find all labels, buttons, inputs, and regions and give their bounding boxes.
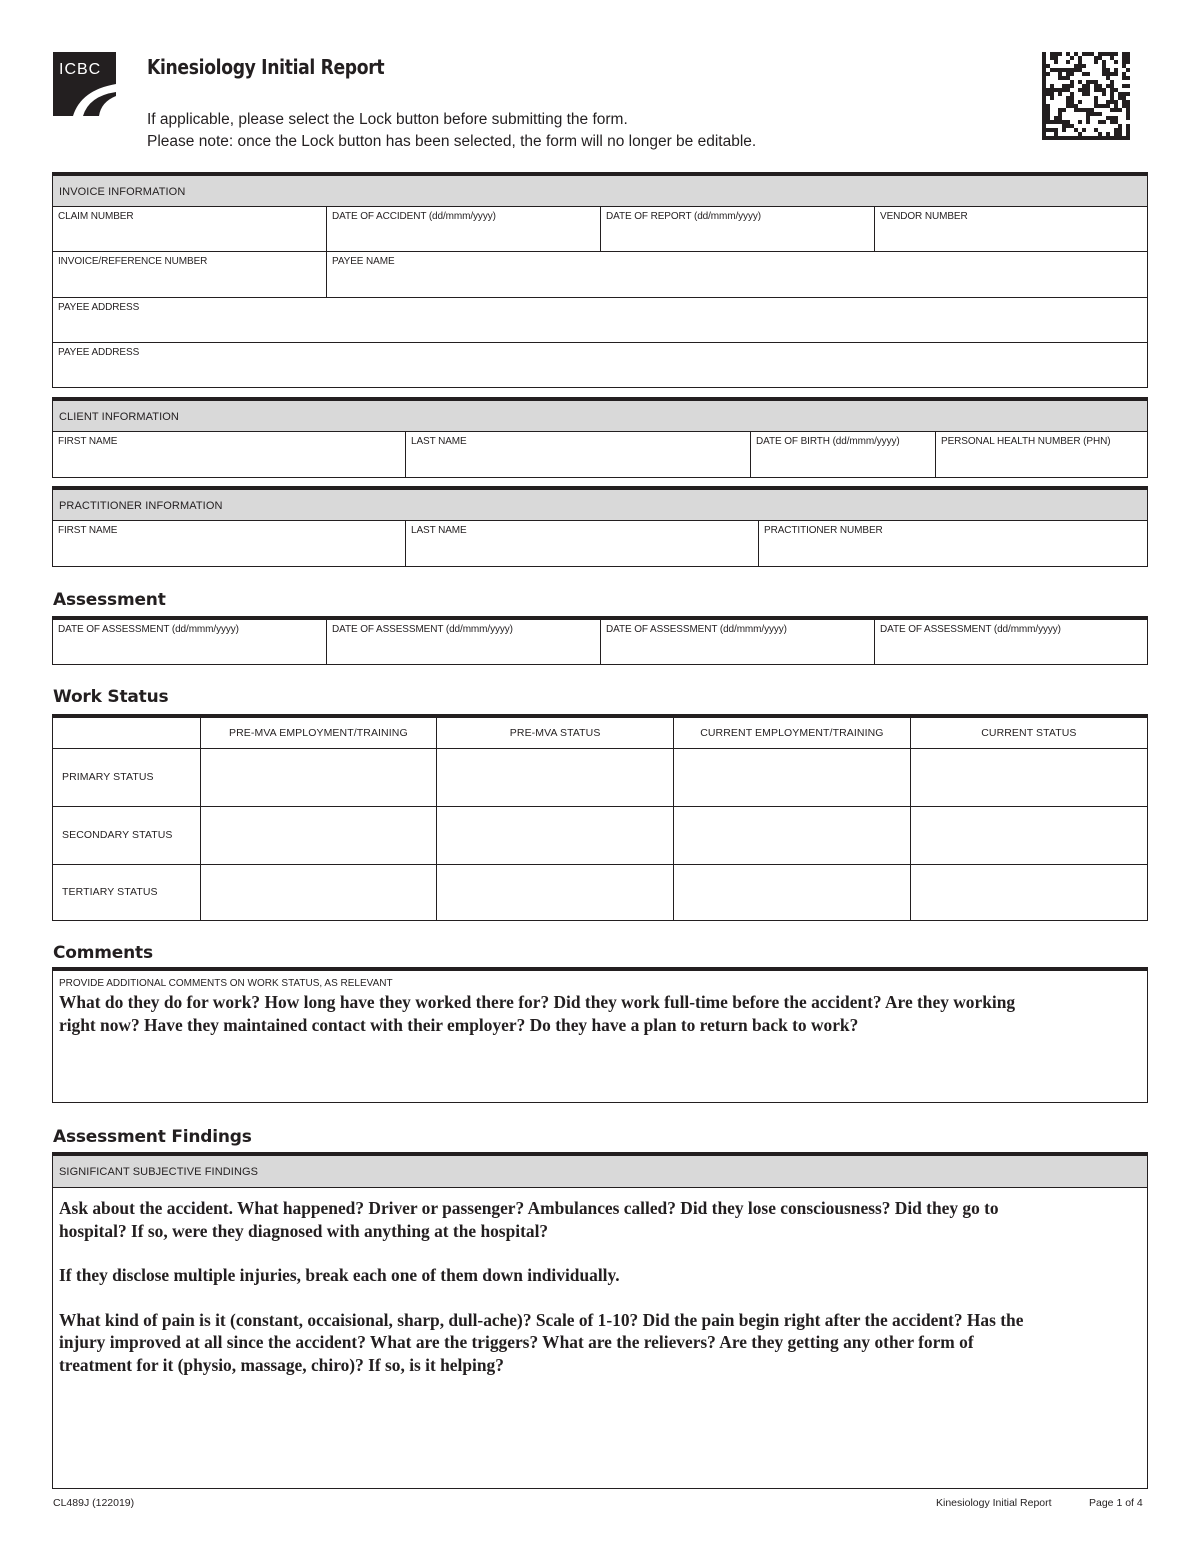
work-status-cell[interactable] — [437, 806, 674, 864]
work-status-cell[interactable] — [674, 748, 911, 806]
practitioner-last-name-field[interactable]: LAST NAME — [406, 521, 759, 566]
practitioner-information-section — [52, 486, 1148, 567]
work-status-cell[interactable] — [200, 748, 437, 806]
payee-address-field-2[interactable]: PAYEE ADDRESS — [58, 347, 140, 358]
page-title: Kinesiology Initial Report — [147, 55, 385, 79]
form-code: CL489J (122019) — [53, 1497, 135, 1509]
assessment-date-field-4[interactable]: DATE OF ASSESSMENT (dd/mmm/yyyy) — [880, 624, 1061, 635]
invoice-reference-field[interactable]: INVOICE/REFERENCE NUMBER — [53, 252, 327, 297]
row-header: SECONDARY STATUS — [53, 806, 200, 864]
subjective-findings-heading: SIGNIFICANT SUBJECTIVE FINDINGS — [53, 1156, 1147, 1188]
findings-line: What kind of pain is it (constant, occaisional, sharp, dull-ache)? Scale of 1-10? Did the pain begin right after the accident? Has the — [59, 1309, 1024, 1330]
subjective-findings-text — [53, 1188, 1147, 1376]
findings-line: injury improved at all since the accident? What are the triggers? What are the relievers? Are they getting any other form of — [59, 1332, 974, 1352]
comments-line: What do they do for work? How long have they worked there for? Did they work full-time before the accident? Are they working — [59, 992, 1016, 1012]
comments-text — [53, 989, 1147, 1036]
work-status-title: Work Status — [53, 687, 169, 707]
date-of-birth-field[interactable]: DATE OF BIRTH (dd/mmm/yyyy) — [751, 432, 936, 477]
assessment-title: Assessment — [53, 590, 166, 610]
findings-paragraph-3 — [59, 1309, 1147, 1377]
lock-warning: Please note: once the Lock button has been selected, the form will no longer be editable. — [147, 133, 757, 150]
footer-form-name: Kinesiology Initial Report — [936, 1497, 1052, 1509]
column-header: CURRENT EMPLOYMENT/TRAINING — [674, 718, 911, 748]
icbc-logo — [53, 52, 116, 116]
assessment-dates-section — [52, 616, 1148, 665]
work-status-cell[interactable] — [200, 864, 437, 920]
comments-label: PROVIDE ADDITIONAL COMMENTS ON WORK STATUS, AS RELEVANT — [59, 978, 393, 989]
findings-paragraph-2 — [59, 1264, 1147, 1287]
assessment-findings-title: Assessment Findings — [53, 1127, 252, 1147]
invoice-heading: INVOICE INFORMATION — [53, 176, 1147, 207]
date-of-report-field[interactable]: DATE OF REPORT (dd/mmm/yyyy) — [601, 207, 875, 251]
client-last-name-field[interactable]: LAST NAME — [406, 432, 751, 477]
qr-code — [1042, 52, 1130, 140]
payee-address-field-1[interactable]: PAYEE ADDRESS — [58, 302, 140, 313]
work-status-table — [52, 714, 1148, 921]
phn-field[interactable]: PERSONAL HEALTH NUMBER (PHN) — [941, 436, 1111, 447]
subjective-findings-field[interactable] — [52, 1152, 1148, 1489]
vendor-number-field[interactable]: VENDOR NUMBER — [880, 211, 968, 222]
claim-number-field[interactable]: CLAIM NUMBER — [53, 207, 327, 251]
column-header: PRE-MVA STATUS — [437, 718, 674, 748]
findings-paragraph-1 — [59, 1197, 1147, 1242]
practitioner-heading: PRACTITIONER INFORMATION — [53, 490, 1147, 521]
column-header: PRE-MVA EMPLOYMENT/TRAINING — [200, 718, 437, 748]
row-header: TERTIARY STATUS — [53, 864, 200, 920]
comments-title: Comments — [53, 943, 153, 963]
client-information-section — [52, 397, 1148, 478]
work-status-cell[interactable] — [674, 864, 911, 920]
client-heading: CLIENT INFORMATION — [53, 401, 1147, 432]
findings-line: hospital? If so, were they diagnosed with anything at the hospital? — [59, 1220, 549, 1241]
practitioner-number-field[interactable]: PRACTITIONER NUMBER — [764, 525, 883, 536]
page-number: Page 1 of 4 — [1089, 1497, 1143, 1509]
work-status-cell[interactable] — [200, 806, 437, 864]
assessment-date-field-1[interactable]: DATE OF ASSESSMENT (dd/mmm/yyyy) — [53, 620, 327, 664]
comments-line: right now? Have they maintained contact with their employer? Do they have a plan to return back to work? — [59, 1014, 859, 1035]
work-status-cell[interactable] — [910, 864, 1147, 920]
svg-text:ICBC: ICBC — [59, 61, 102, 78]
date-of-accident-field[interactable]: DATE OF ACCIDENT (dd/mmm/yyyy) — [327, 207, 601, 251]
payee-name-field[interactable]: PAYEE NAME — [332, 256, 395, 267]
work-status-corner — [53, 718, 200, 748]
findings-line: Ask about the accident. What happened? Driver or passenger? Ambulances called? Did they lose consciousness? Did they go to — [59, 1198, 999, 1218]
work-status-cell[interactable] — [910, 748, 1147, 806]
column-header: CURRENT STATUS — [910, 718, 1147, 748]
practitioner-first-name-field[interactable]: FIRST NAME — [53, 521, 406, 566]
work-status-cell[interactable] — [910, 806, 1147, 864]
assessment-date-field-2[interactable]: DATE OF ASSESSMENT (dd/mmm/yyyy) — [327, 620, 601, 664]
lock-instruction: If applicable, please select the Lock button before submitting the form. — [147, 111, 628, 128]
assessment-date-field-3[interactable]: DATE OF ASSESSMENT (dd/mmm/yyyy) — [601, 620, 875, 664]
findings-line: treatment for it (physio, massage, chiro)? If so, is it helping? — [59, 1354, 504, 1375]
work-status-cell[interactable] — [674, 806, 911, 864]
client-first-name-field[interactable]: FIRST NAME — [53, 432, 406, 477]
comments-field[interactable] — [52, 967, 1148, 1103]
invoice-information-section — [52, 172, 1148, 388]
row-header: PRIMARY STATUS — [53, 748, 200, 806]
work-status-cell[interactable] — [437, 748, 674, 806]
work-status-cell[interactable] — [437, 864, 674, 920]
findings-line: If they disclose multiple injuries, break each one of them down individually. — [59, 1265, 620, 1285]
